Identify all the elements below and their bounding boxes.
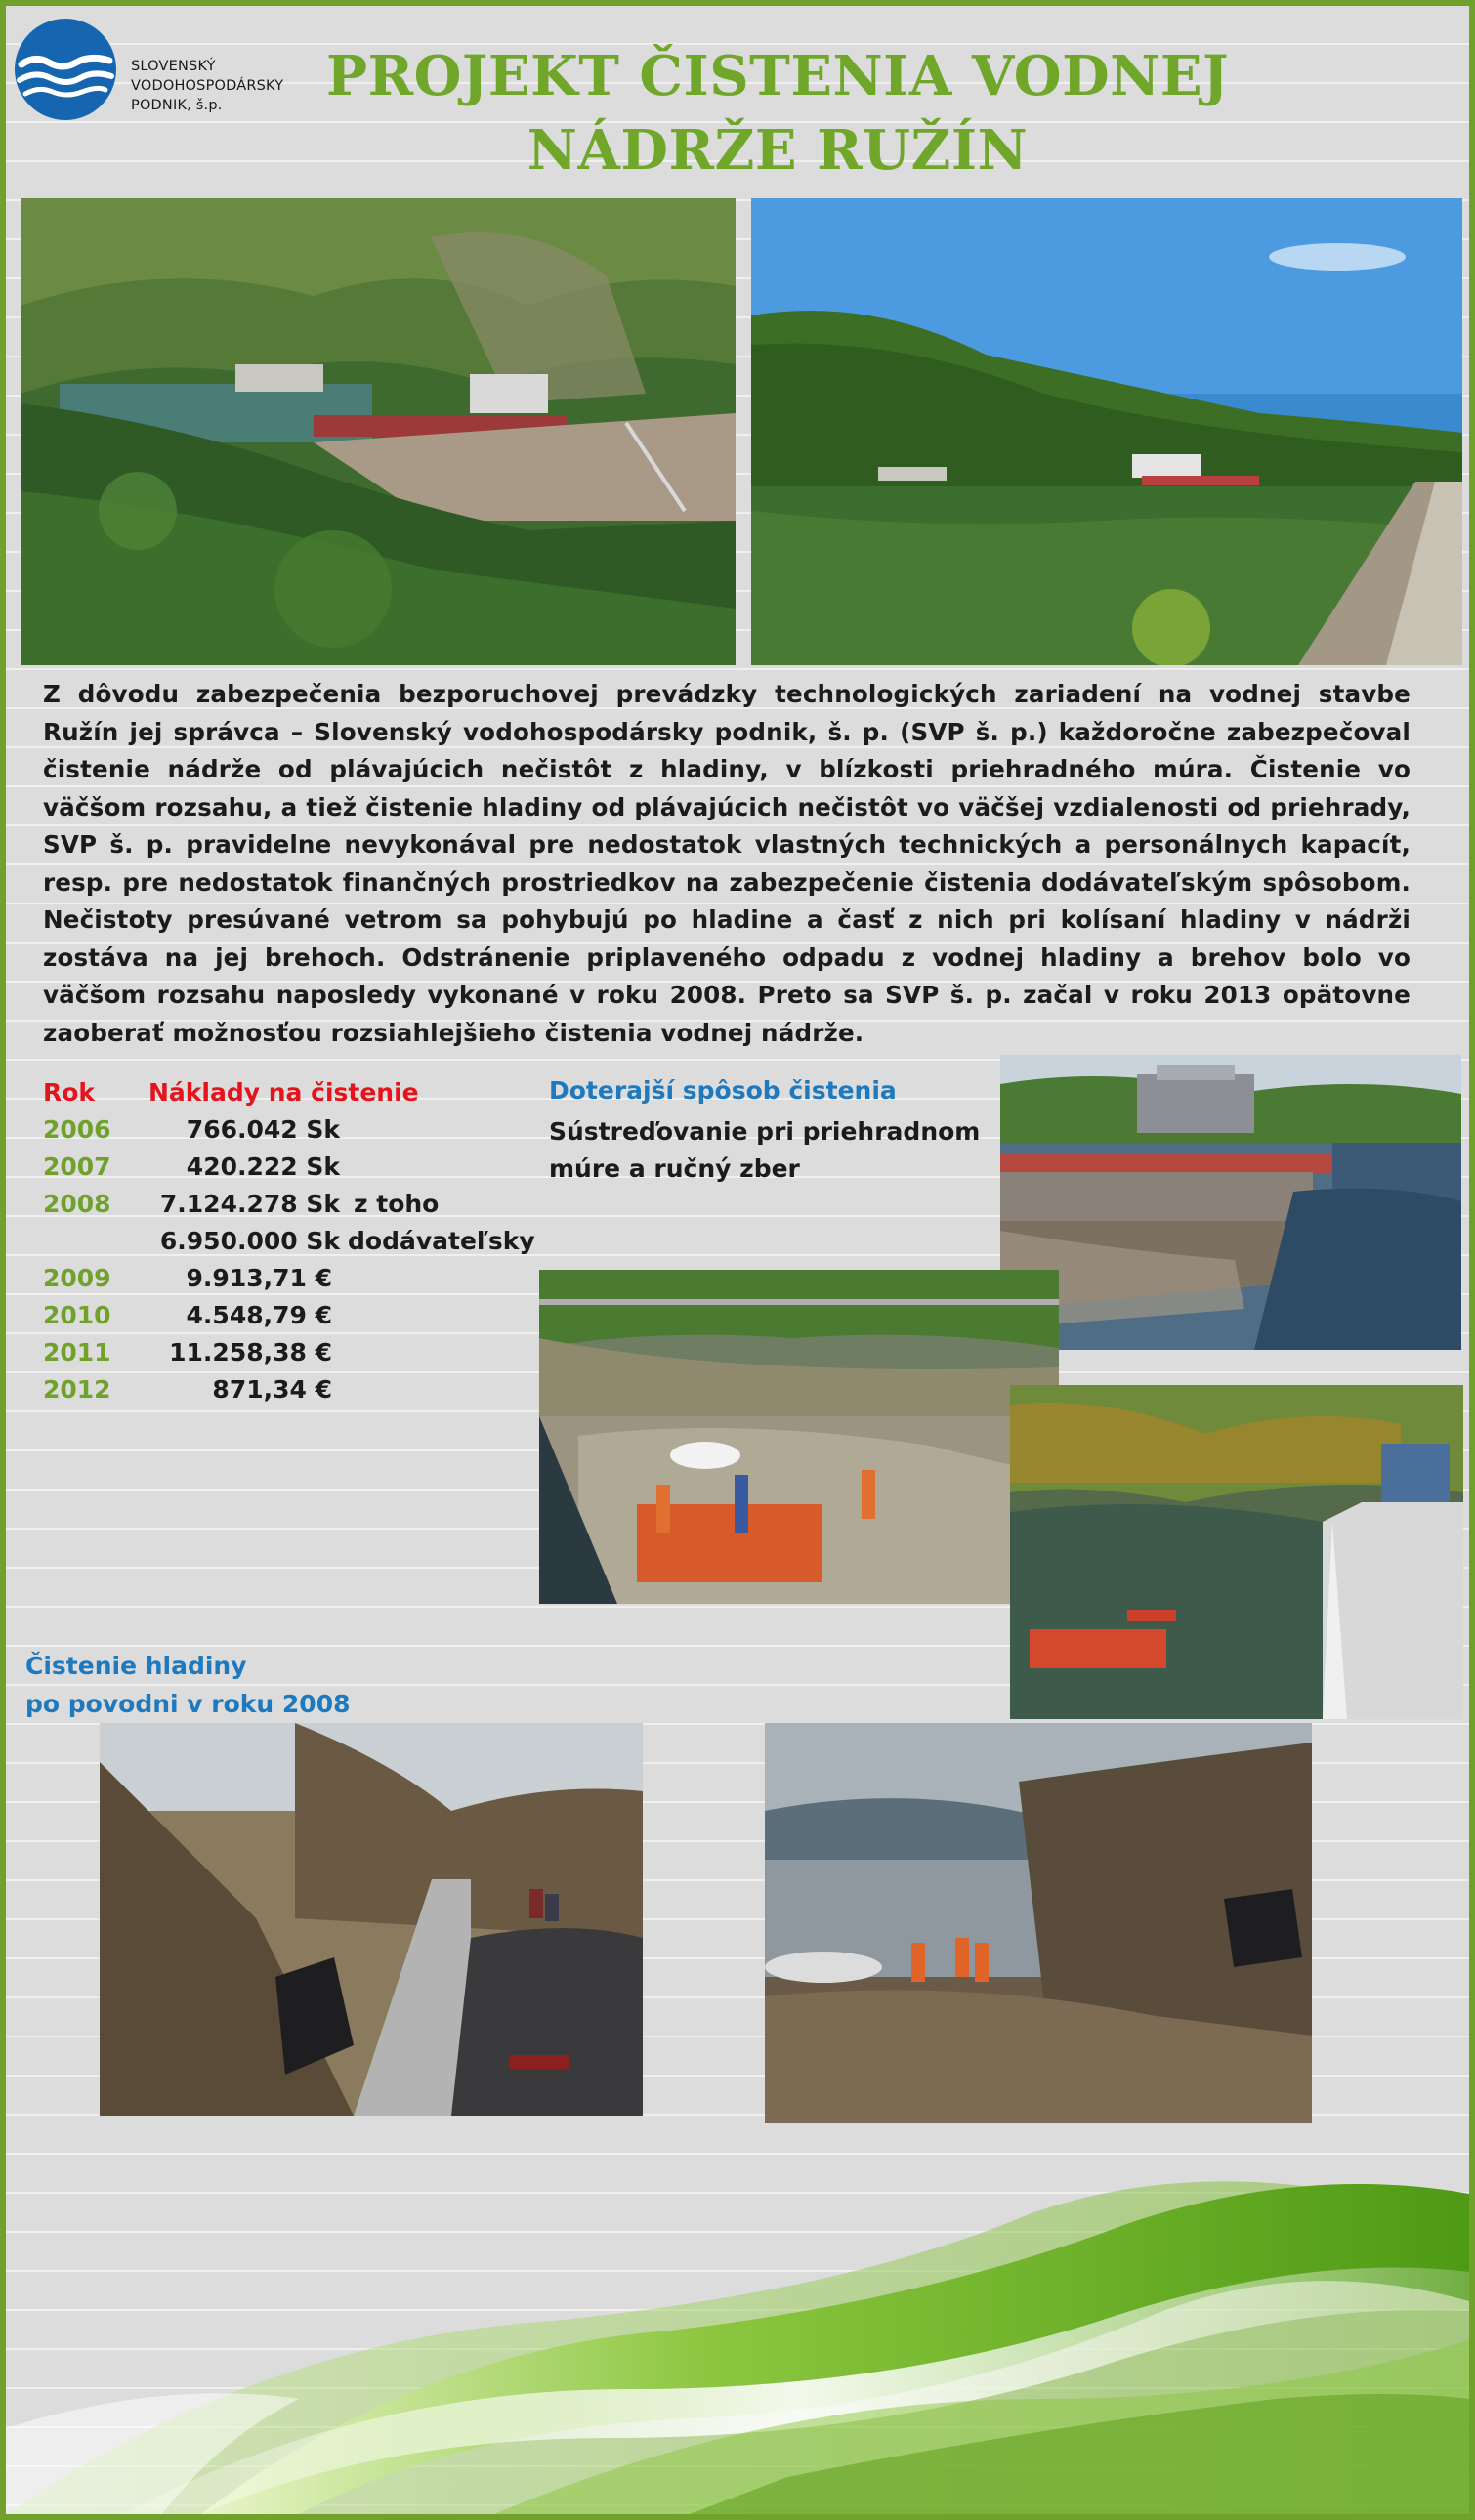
flood-cleanup-title	[25, 1647, 351, 1723]
page-title	[299, 39, 1256, 188]
cost-amount: 420.222 Sk	[186, 1153, 340, 1181]
cost-amount: 6.950.000 Sk	[159, 1227, 340, 1255]
cost-amount: 4.548,79 €	[186, 1301, 332, 1329]
logo-line-2: VODOHOSPODÁRSKY	[131, 78, 284, 94]
logo-line-3: PODNIK, š.p.	[131, 98, 223, 113]
photo-lakeside-cleanup	[765, 1723, 1312, 2123]
photo-workers-raft	[539, 1270, 1059, 1604]
photo-workers-bank	[1010, 1385, 1463, 1719]
previous-method-title: Doterajší spôsob čistenia	[549, 1076, 897, 1105]
flood-title-line-1: Čistenie hladiny	[25, 1652, 247, 1680]
cost-year: 2006	[43, 1115, 111, 1144]
costs-header-amount: Náklady na čistenie	[148, 1078, 419, 1107]
company-logo	[14, 18, 297, 125]
photo-reservoir-dam-road	[751, 198, 1462, 665]
title-line-1: PROJEKT ČISTENIA VODNEJ	[325, 44, 1229, 108]
cost-amount: 766.042 Sk	[186, 1115, 340, 1144]
photo-roadside-car	[100, 1723, 643, 2116]
flood-title-line-2: po povodni v roku 2008	[25, 1690, 351, 1718]
cost-year: 2007	[43, 1153, 111, 1181]
logo-wordmark	[131, 57, 297, 115]
cost-note: dodávateľsky	[348, 1227, 535, 1255]
previous-method-description: Sústreďovanie pri priehradnom múre a ručný zber	[549, 1117, 981, 1183]
decorative-swoosh	[6, 2106, 1469, 2514]
logo-line-1: SLOVENSKÝ	[131, 59, 216, 74]
water-waves-logo-icon	[14, 18, 117, 121]
cost-amount: 7.124.278 Sk	[159, 1190, 340, 1218]
cost-amount: 9.913,71 €	[186, 1264, 332, 1292]
cost-year: 2009	[43, 1264, 111, 1292]
cost-amount: 871,34 €	[212, 1375, 332, 1404]
cost-year: 2011	[43, 1338, 111, 1366]
photo-dam-overview	[21, 198, 736, 665]
cost-year: 2012	[43, 1375, 111, 1404]
cost-note: z toho	[354, 1190, 440, 1218]
intro-paragraph: Z dôvodu zabezpečenia bezporuchovej prevádzky technologických zariadení na vodnej stavbe Ružín jej správca – Slovenský vodohospodársky podnik, š. p. (SVP š. p.) každoročne zabezpečoval čistenie nádrže od plávajúcich nečistôt z hladiny, v blízkosti priehradného múra. Čistenie vo väčšom rozsahu, a tiež čistenie hladiny od plávajúcich nečistôt vo väčšej vzdialenosti od priehrady, SVP š. p. pravidelne nevykonával pre nedostatok vlastných technických a personálnych kapacít, resp. pre nedostatok finančných prostriedkov na zabezpečenie čistenia dodávateľským spôsobom. Nečistoty presúvané vetrom sa pohybujú po hladine a časť z nich pri kolísaní hladiny v nádrži zostáva na jej brehoch. Odstránenie priplaveného odpadu z vodnej hladiny a brehov bolo vo väčšom rozsahu naposledy vykonané v roku 2008. Preto sa SVP š. p. začal v roku 2013 opätovne zaoberať možnosťou rozsiahlejšieho čistenia vodnej nádrže.	[43, 680, 1411, 1047]
photo-dam-debris	[1000, 1055, 1461, 1350]
title-line-2: NÁDRŽE RUŽÍN	[527, 118, 1029, 183]
cost-amount: 11.258,38 €	[169, 1338, 332, 1366]
cost-year: 2008	[43, 1190, 111, 1218]
cost-year: 2010	[43, 1301, 111, 1329]
costs-header-year: Rok	[43, 1078, 96, 1107]
